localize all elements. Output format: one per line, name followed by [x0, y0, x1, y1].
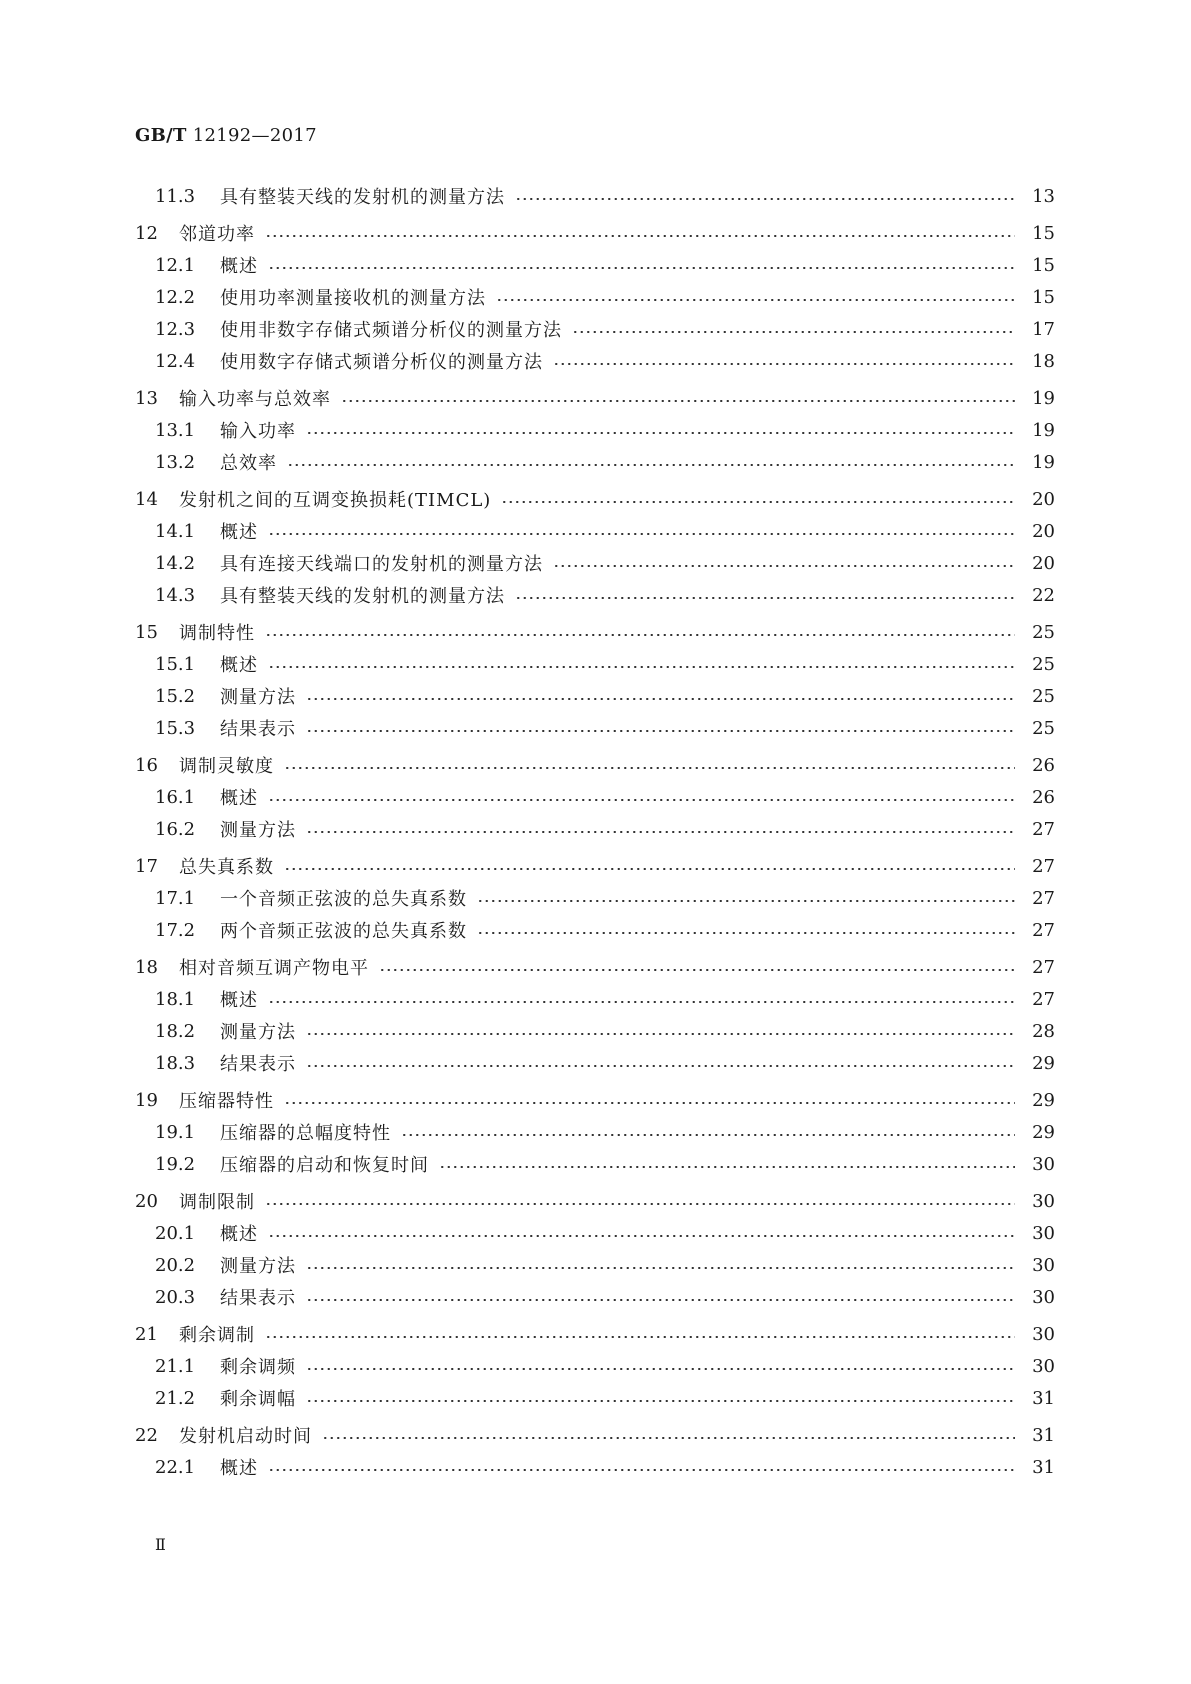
toc-entry-title: 概述	[220, 256, 258, 277]
toc-entry-number: 14.2	[155, 552, 196, 574]
dot-leader	[265, 1336, 1015, 1338]
toc-section-entry[interactable]	[135, 648, 1055, 680]
toc-entry-number: 12.3	[155, 318, 196, 340]
toc-entry-number: 19	[135, 1089, 158, 1111]
toc-entry-page: 30	[1032, 1153, 1055, 1175]
toc-entry-number: 18.2	[155, 1020, 196, 1042]
dot-leader	[341, 400, 1015, 402]
toc-entry-title: 压缩器特性	[179, 1091, 274, 1112]
dot-leader	[268, 533, 1015, 535]
standard-code: GB/T	[135, 125, 187, 146]
toc-section-entry[interactable]	[135, 914, 1055, 946]
toc-entry-page: 25	[1032, 621, 1055, 643]
toc-entry-page: 31	[1032, 1424, 1055, 1446]
page-number-footer: Ⅱ	[155, 1535, 166, 1554]
dot-leader	[515, 597, 1015, 599]
toc-entry-page: 27	[1032, 887, 1055, 909]
toc-entry-title: 邻道功率	[179, 224, 255, 245]
toc-entry-title: 使用数字存储式频谱分析仪的测量方法	[220, 352, 543, 373]
toc-entry-page: 30	[1032, 1323, 1055, 1345]
toc-entry-title: 总效率	[220, 453, 277, 474]
toc-entry-number: 14	[135, 488, 158, 510]
toc-entry-number: 15.1	[155, 653, 196, 675]
toc-entry-number: 20.1	[155, 1222, 196, 1244]
toc-section-entry[interactable]	[135, 313, 1055, 345]
toc-entry-title: 剩余调频	[220, 1357, 296, 1378]
dot-leader	[284, 868, 1015, 870]
dot-leader	[306, 1299, 1015, 1301]
toc-entry-number: 12.2	[155, 286, 196, 308]
toc-entry-page: 17	[1032, 318, 1055, 340]
toc-section-entry[interactable]	[135, 1148, 1055, 1180]
toc-section-entry[interactable]	[135, 547, 1055, 579]
dot-leader	[572, 331, 1015, 333]
toc-entry-page: 26	[1032, 754, 1055, 776]
toc-entry-page: 27	[1032, 988, 1055, 1010]
toc-section-entry[interactable]	[135, 1217, 1055, 1249]
toc-entry-title: 两个音频正弦波的总失真系数	[220, 921, 467, 942]
toc-entry-number: 16.1	[155, 786, 196, 808]
toc-entry-page: 15	[1032, 254, 1055, 276]
toc-entry-page: 29	[1032, 1089, 1055, 1111]
toc-entry-page: 31	[1032, 1387, 1055, 1409]
toc-entry-title: 测量方法	[220, 687, 296, 708]
toc-entry-number: 11.3	[155, 185, 196, 207]
toc-entry-title: 具有整装天线的发射机的测量方法	[220, 187, 505, 208]
toc-section-entry[interactable]	[135, 414, 1055, 446]
dot-leader	[306, 831, 1015, 833]
toc-entry-page: 19	[1032, 387, 1055, 409]
toc-entry-title: 相对音频互调产物电平	[179, 958, 369, 979]
toc-section-entry[interactable]	[135, 1249, 1055, 1281]
toc-section-entry[interactable]	[135, 1047, 1055, 1079]
dot-leader	[306, 432, 1015, 434]
toc-entry-title: 总失真系数	[179, 857, 274, 878]
toc-entry-number: 21.1	[155, 1355, 196, 1377]
toc-entry-title: 概述	[220, 990, 258, 1011]
toc-section-entry[interactable]	[135, 1015, 1055, 1047]
toc-section-entry[interactable]	[135, 813, 1055, 845]
toc-chapter-entry[interactable]	[135, 1084, 1055, 1116]
toc-entry-title: 测量方法	[220, 1256, 296, 1277]
toc-entry-number: 15.3	[155, 717, 196, 739]
toc-entry-number: 12	[135, 222, 158, 244]
toc-section-entry[interactable]	[135, 712, 1055, 744]
toc-entry-number: 18.3	[155, 1052, 196, 1074]
toc-section-entry[interactable]	[135, 1451, 1055, 1483]
dot-leader	[268, 267, 1015, 269]
toc-section-entry[interactable]	[135, 882, 1055, 914]
toc-entry-page: 25	[1032, 685, 1055, 707]
toc-entry-page: 20	[1032, 552, 1055, 574]
toc-chapter-entry[interactable]	[135, 217, 1055, 249]
toc-entry-page: 15	[1032, 222, 1055, 244]
dot-leader	[553, 565, 1015, 567]
toc-entry-page: 27	[1032, 956, 1055, 978]
dot-leader	[401, 1134, 1015, 1136]
toc-entry-number: 19.2	[155, 1153, 196, 1175]
toc-entry-title: 测量方法	[220, 1022, 296, 1043]
toc-entry-page: 30	[1032, 1254, 1055, 1276]
toc-chapter-entry[interactable]	[135, 382, 1055, 414]
toc-entry-page: 30	[1032, 1190, 1055, 1212]
toc-entry-number: 18.1	[155, 988, 196, 1010]
toc-entry-page: 29	[1032, 1052, 1055, 1074]
toc-entry-page: 28	[1032, 1020, 1055, 1042]
toc-entry-page: 30	[1032, 1286, 1055, 1308]
toc-chapter-entry[interactable]	[135, 1185, 1055, 1217]
toc-entry-page: 22	[1032, 584, 1055, 606]
toc-entry-title: 调制特性	[179, 623, 255, 644]
toc-chapter-entry[interactable]	[135, 850, 1055, 882]
dot-leader	[439, 1166, 1015, 1168]
toc-chapter-entry[interactable]	[135, 1318, 1055, 1350]
dot-leader	[268, 1235, 1015, 1237]
dot-leader	[306, 1267, 1015, 1269]
toc-entry-number: 14.3	[155, 584, 196, 606]
toc-entry-number: 16.2	[155, 818, 196, 840]
toc-entry-number: 12.4	[155, 350, 196, 372]
dot-leader	[306, 1033, 1015, 1035]
toc-entry-page: 19	[1032, 451, 1055, 473]
toc-section-entry[interactable]	[135, 446, 1055, 478]
toc-entry-number: 21.2	[155, 1387, 196, 1409]
toc-section-entry[interactable]	[135, 1281, 1055, 1313]
toc-section-entry[interactable]	[135, 680, 1055, 712]
toc-entry-title: 一个音频正弦波的总失真系数	[220, 889, 467, 910]
toc-entry-title: 剩余调制	[179, 1325, 255, 1346]
toc-entry-number: 20	[135, 1190, 158, 1212]
toc-entry-number: 20.3	[155, 1286, 196, 1308]
toc-entry-page: 25	[1032, 653, 1055, 675]
dot-leader	[515, 198, 1015, 200]
toc-entry-number: 18	[135, 956, 158, 978]
dot-leader	[268, 666, 1015, 668]
standard-number: 12192—2017	[192, 125, 317, 146]
dot-leader	[265, 634, 1015, 636]
toc-entry-page: 31	[1032, 1456, 1055, 1478]
toc-chapter-entry[interactable]	[135, 749, 1055, 781]
dot-leader	[306, 698, 1015, 700]
toc-entry-number: 14.1	[155, 520, 196, 542]
toc-entry-title: 具有整装天线的发射机的测量方法	[220, 586, 505, 607]
toc-entry-title: 输入功率	[220, 421, 296, 442]
toc-entry-title: 剩余调幅	[220, 1389, 296, 1410]
toc-entry-number: 20.2	[155, 1254, 196, 1276]
toc-entry-title: 压缩器的总幅度特性	[220, 1123, 391, 1144]
toc-section-entry[interactable]	[135, 1350, 1055, 1382]
toc-entry-number: 17.2	[155, 919, 196, 941]
toc-entry-title: 使用功率测量接收机的测量方法	[220, 288, 486, 309]
toc-section-entry[interactable]	[135, 1116, 1055, 1148]
dot-leader	[379, 969, 1015, 971]
toc-entry-number: 19.1	[155, 1121, 196, 1143]
toc-entry-number: 22.1	[155, 1456, 196, 1478]
toc-entry-title: 结果表示	[220, 719, 296, 740]
toc-entry-title: 概述	[220, 522, 258, 543]
toc-entry-title: 使用非数字存储式频谱分析仪的测量方法	[220, 320, 562, 341]
toc-section-entry[interactable]	[135, 281, 1055, 313]
toc-entry-number: 17.1	[155, 887, 196, 909]
dot-leader	[268, 799, 1015, 801]
toc-entry-title: 调制限制	[179, 1192, 255, 1213]
dot-leader	[306, 1368, 1015, 1370]
toc-entry-number: 22	[135, 1424, 158, 1446]
toc-entry-number: 13.2	[155, 451, 196, 473]
toc-entry-title: 发射机之间的互调变换损耗(TIMCL)	[179, 490, 492, 511]
toc-entry-page: 20	[1032, 520, 1055, 542]
dot-leader	[477, 932, 1015, 934]
toc-entry-page: 30	[1032, 1355, 1055, 1377]
toc-entry-title: 概述	[220, 655, 258, 676]
dot-leader	[268, 1001, 1015, 1003]
toc-entry-title: 具有连接天线端口的发射机的测量方法	[220, 554, 543, 575]
toc-chapter-entry[interactable]	[135, 1419, 1055, 1451]
toc-entry-page: 29	[1032, 1121, 1055, 1143]
toc-chapter-entry[interactable]	[135, 951, 1055, 983]
toc-entry-page: 26	[1032, 786, 1055, 808]
dot-leader	[265, 1203, 1015, 1205]
document-header	[135, 125, 317, 146]
toc-entry-title: 结果表示	[220, 1054, 296, 1075]
toc-section-entry[interactable]	[135, 345, 1055, 377]
toc-chapter-entry[interactable]	[135, 483, 1055, 515]
dot-leader	[265, 235, 1015, 237]
toc-entry-number: 13	[135, 387, 158, 409]
toc-entry-number: 16	[135, 754, 158, 776]
toc-entry-title: 输入功率与总效率	[179, 389, 331, 410]
toc-section-entry[interactable]	[135, 515, 1055, 547]
toc-entry-number: 21	[135, 1323, 158, 1345]
toc-entry-page: 15	[1032, 286, 1055, 308]
toc-entry-title: 测量方法	[220, 820, 296, 841]
toc-entry-page: 13	[1032, 185, 1055, 207]
toc-entry-page: 27	[1032, 818, 1055, 840]
toc-section-entry[interactable]	[135, 781, 1055, 813]
table-of-contents	[135, 180, 1055, 1483]
toc-entry-title: 概述	[220, 788, 258, 809]
toc-section-entry[interactable]	[135, 180, 1055, 212]
dot-leader	[268, 1469, 1015, 1471]
toc-section-entry[interactable]	[135, 983, 1055, 1015]
dot-leader	[306, 730, 1015, 732]
toc-entry-title: 概述	[220, 1224, 258, 1245]
dot-leader	[284, 1102, 1015, 1104]
toc-entry-title: 概述	[220, 1458, 258, 1479]
dot-leader	[284, 767, 1015, 769]
toc-entry-page: 30	[1032, 1222, 1055, 1244]
toc-entry-title: 结果表示	[220, 1288, 296, 1309]
dot-leader	[496, 299, 1015, 301]
toc-entry-page: 20	[1032, 488, 1055, 510]
toc-entry-title: 调制灵敏度	[179, 756, 274, 777]
dot-leader	[501, 501, 1015, 503]
toc-section-entry[interactable]	[135, 249, 1055, 281]
toc-entry-number: 12.1	[155, 254, 196, 276]
toc-entry-number: 13.1	[155, 419, 196, 441]
toc-entry-number: 15.2	[155, 685, 196, 707]
dot-leader	[306, 1400, 1015, 1402]
toc-entry-title: 发射机启动时间	[179, 1426, 312, 1447]
toc-section-entry[interactable]	[135, 579, 1055, 611]
toc-entry-title: 压缩器的启动和恢复时间	[220, 1155, 429, 1176]
toc-entry-page: 27	[1032, 855, 1055, 877]
toc-entry-page: 19	[1032, 419, 1055, 441]
toc-section-entry[interactable]	[135, 1382, 1055, 1414]
toc-entry-number: 15	[135, 621, 158, 643]
toc-entry-number: 17	[135, 855, 158, 877]
toc-entry-page: 27	[1032, 919, 1055, 941]
dot-leader	[306, 1065, 1015, 1067]
toc-entry-page: 18	[1032, 350, 1055, 372]
dot-leader	[322, 1437, 1015, 1439]
toc-entry-page: 25	[1032, 717, 1055, 739]
dot-leader	[287, 464, 1015, 466]
dot-leader	[477, 900, 1015, 902]
dot-leader	[553, 363, 1015, 365]
toc-chapter-entry[interactable]	[135, 616, 1055, 648]
